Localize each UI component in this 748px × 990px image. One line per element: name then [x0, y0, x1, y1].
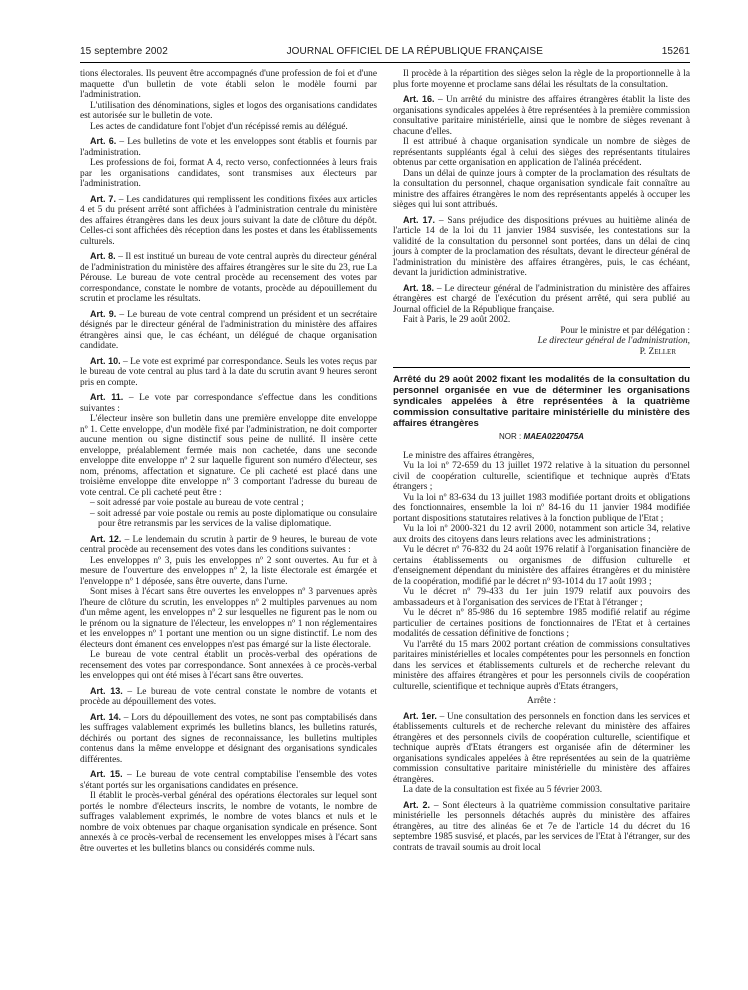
paragraph: Les actes de candidature font l'objet d'un récépissé remis au délégué. [90, 121, 348, 132]
article-paragraph [393, 94, 690, 137]
list-item: – soit adressé par voie postale au bureau de vote central ; [90, 498, 304, 508]
nor-label: NOR : [499, 432, 524, 441]
article-text: – Le vote est exprimé par correspondance. Seuls les votes reçus par le bureau de vote central au plus tard à la date du scrutin avant 9 heures seront pris en compte. [80, 356, 377, 388]
article-label: Art. 2. [403, 799, 430, 810]
paragraph: Fait à Paris, le 29 août 2002. [403, 315, 511, 325]
article-paragraph [393, 800, 690, 854]
article-text: – Les bulletins de vote et les enveloppes sont établis et fournis par l'administration. [80, 137, 377, 158]
paragraph: L'électeur insère son bulletin dans une première enveloppe dite enveloppe nº 1. Cette enveloppe, d'un modèle fixé par l'administration, ne doit comporter aucune mention ou signe distinctif sous peine de nullité. Il insère cette enveloppe, préalablement fermée mais non cachetée, dans une seconde enveloppe dite enveloppe nº 2 sur laquelle figurent son numéro d'électeur, ses nom, prénoms, affectation et signature. Ce pli cacheté est placé dans une troisième enveloppe dite enveloppe nº 3 comportant l'adresse du bureau de vote central. Ce pli cacheté peut être : [80, 414, 377, 498]
nor-reference [393, 432, 690, 443]
header-page-number: 15261 [661, 46, 690, 57]
article-text: – Un arrêté du ministre des affaires étrangères établit la liste des organisations syndicales appelées à être représentées à la première commission consultative paritaire ministérielle, ainsi que le nombre de sièges revenant à chacune d'elles. [393, 95, 691, 137]
article-paragraph [80, 136, 377, 158]
article-text: – Le directeur général de l'administration du ministère des affaires étrangères est chargé de l'exécution du présent arrêté, qui sera publié au Journal officiel de la République française. [393, 283, 691, 315]
header-rule [80, 62, 690, 63]
left-column [80, 69, 377, 854]
paragraph: Il est attribué à chaque organisation syndicale un nombre de sièges de représentants suppléants égal à celui des sièges des représentants titulaires obtenus par cette organisation en application de l'alinéa précédent. [393, 137, 690, 168]
article-text: – Le bureau de vote central comprend un président et un secrétaire désignés par le directeur général de l'administration du ministère des affaires étrangères ainsi que, le cas échéant, un délégué de chaque organisation candidate. [80, 309, 377, 351]
header-title: JOURNAL OFFICIEL DE LA RÉPUBLIQUE FRANÇAISE [286, 46, 543, 57]
paragraph: Le ministre des affaires étrangères, [403, 450, 535, 461]
article-label: Art. 13. [90, 685, 123, 696]
paragraph: Les enveloppes nº 3, puis les enveloppes nº 2 sont ouvertes. Au fur et à mesure de l'ouverture des enveloppes nº 2, la liste électorale est émargée et l'enveloppe nº 1 déposée, sans être ouverte, dans l'urne. [80, 555, 377, 587]
paragraph: Sont mises à l'écart sans être ouvertes les enveloppes nº 3 parvenues après l'heure de clôture du scrutin, les enveloppes nº 2 multiples parvenues au nom d'un même agent, les enveloppes nº 2 sur lesquelles ne figurent pas le nom ou le prénom ou la signature de l'électeur, les enveloppes nº 1 non réglementaires et les enveloppes nº 1 portant une mention ou un signe distinctif. Le nom des électeurs dont émanent ces enveloppes n'est pas émargé sur la liste électorale. [80, 587, 377, 650]
article-label: Art. 11. [90, 392, 124, 402]
article-paragraph [80, 534, 377, 556]
paragraph: Vu le décret nº 79-433 du 1er juin 1979 relatif aux pouvoirs des ambassadeurs et à l'organisation des services de l'Etat à l'étranger ; [393, 587, 690, 608]
article-label: Art. 9. [90, 308, 117, 319]
paragraph: Il établit le procès-verbal général des opérations électorales sur lequel sont portés le nombre d'électeurs inscrits, le nombre de votants, le nombre de suffrages valablement exprimés, le nombre de votes blancs et nuls et le nombre de voix obtenues par chaque organisation syndicale en présence. Sont annexés à ce procès-verbal de recensement les enveloppes mises à l'écart sans être ouvertes et les bulletins blancs ou considérés comme nuls. [80, 791, 377, 854]
article-text: – Le bureau de vote central constate le nombre de votants et procède au dépouillement des votes. [80, 686, 378, 707]
article-label: Art. 8. [90, 251, 116, 261]
article-label: Art. 1er. [403, 710, 437, 721]
article-paragraph [80, 686, 377, 708]
article-label: Art. 14. [90, 711, 121, 722]
article-label: Art. 6. [90, 136, 117, 146]
article-text: – Le vote par correspondance s'effectue dans les conditions suivantes : [80, 393, 377, 414]
section-separator [393, 367, 690, 368]
signature-title: Le directeur général de l'administration, [537, 336, 690, 346]
article-label: Art. 10. [90, 355, 121, 366]
page-header [80, 46, 690, 57]
nor-code: MAEA0220475A [523, 432, 584, 441]
paragraph: Le bureau de vote central établit un procès-verbal des opérations de recensement des votes par correspondance. Sont annexées à ce procès-verbal les enveloppes qui ont été mises à l'écart sans être ouvertes. [80, 650, 377, 681]
delegation-line: Pour le ministre et par délégation : [560, 325, 690, 336]
article-text: – Une consultation des personnels en fonction dans les services et établissements culturels et de recherche relevant du ministère des affaires étrangères et des personnels civils de coopération culturelle, scientifique et technique auprès d'Etats étrangers est organisée afin de déterminer les organisations syndicales appelées à être représentées au sein de la quatrième commission consultative paritaire ministérielle du ministère des affaires étrangères. [393, 711, 690, 785]
paragraph: Vu le décret nº 76-832 du 24 août 1976 relatif à l'organisation financière de certains établissements ou organismes de diffusion culturelle et d'enseignement dépendant du ministère des affaires étrangères et du ministère de la coopération, modifié par le décret nº 93-1014 du 17 août 1993 ; [393, 545, 690, 587]
paragraph: La date de la consultation est fixée au 5 février 2003. [403, 785, 603, 795]
article-paragraph [80, 712, 377, 766]
list-item: – soit adressé par voie postale ou remis au poste diplomatique ou consulaire pour être retransmis par les services de la valise diplomatique. [90, 508, 377, 529]
article-paragraph [393, 711, 690, 786]
article-paragraph [80, 392, 377, 414]
decision-heading: Arrête : [527, 696, 556, 706]
article-paragraph [80, 356, 377, 389]
paragraph: Vu la loi nº 83-634 du 13 juillet 1983 modifiée portant droits et obligations des fonctionnaires, ensemble la loi nº 84-16 du 11 janvier 1984 modifiée portant dispositions statutaires relatives à la fonction publique de l'Etat ; [393, 492, 690, 524]
paragraph: tions électorales. Ils peuvent être accompagnés d'une profession de foi et d'une maquette d'un bulletin de vote établi selon le modèle fourni par l'administration. [80, 69, 377, 100]
paragraph: L'utilisation des dénominations, sigles et logos des organisations candidates est autorisée sur le bulletin de vote. [80, 100, 377, 121]
article-text: – Lors du dépouillement des votes, ne sont pas comptabilisés dans les suffrages valablement exprimés les bulletins blancs, les bulletins raturés, déchirés ou portant des signes de reconnaissance, les bulletins multiples contenus dans la même enveloppe et désignant des organisations syndicales différentes. [80, 712, 377, 765]
article-label: Art. 7. [90, 193, 116, 204]
article-paragraph [80, 251, 377, 305]
article-paragraph [393, 283, 690, 316]
article-paragraph [80, 769, 377, 791]
signature-name: P. Zeller [639, 346, 676, 357]
article-text: – Le bureau de vote central comptabilise l'ensemble des votes s'étant portés sur les organisations candidates en présence. [80, 770, 378, 791]
article-label: Art. 16. [403, 94, 435, 104]
article-label: Art. 17. [403, 214, 436, 225]
article-paragraph [80, 194, 377, 248]
paragraph: Vu le décret nº 85-986 du 16 septembre 1985 modifié relatif au régime particulier de certaines positions de fonctionnaires de l'Etat et à certaines modalités de cessation définitive de fonctions ; [393, 608, 690, 639]
paragraph: Vu la loi nº 72-659 du 13 juillet 1972 relative à la situation du personnel civil de coopération culturelle, scientifique et technique auprès d'Etats étrangers ; [393, 461, 690, 492]
article-label: Art. 12. [90, 533, 122, 544]
paragraph: Vu la loi nº 2000-321 du 12 avril 2000, notamment son article 34, relative aux droits des citoyens dans leurs relations avec les administrations ; [393, 524, 690, 545]
article-label: Art. 15. [90, 769, 123, 779]
article-text: – Le lendemain du scrutin à partir de 9 heures, le bureau de vote central procède au recensement des votes dans les conditions suivantes : [80, 534, 377, 555]
paragraph: Les professions de foi, format A 4, recto verso, confectionnées à leurs frais par les organisations candidates, sont transmises aux électeurs par l'administration. [80, 158, 377, 189]
paragraph: Il procède à la répartition des sièges selon la règle de la proportionnelle à la plus forte moyenne et proclame sans délai les résultats de la consultation. [393, 69, 690, 90]
article-text: – Les candidatures qui remplissent les conditions fixées aux articles 4 et 5 du présent arrêté sont affichées à l'administration centrale du ministère des affaires étrangères dans les deux jours suivant la date de clôture du dépôt. Celles-ci sont affichées dès réception dans les postes et dans les établissements culturels. [80, 194, 377, 247]
right-column [393, 69, 690, 854]
paragraph: Vu l'arrêté du 15 mars 2002 portant création de commissions consultatives paritaires ministérielles et locales compétentes pour les personnels en fonction dans les services et établissements culturels et de recherche relevant du ministère des affaires étrangères et pour les personnels civils de coopération culturelle, scientifique et technique auprès d'Etats étrangers, [393, 639, 690, 692]
columns [80, 69, 690, 854]
article-label: Art. 18. [403, 282, 435, 293]
article-text: – Sont électeurs à la quatrième commission consultative paritaire ministérielle les personnels détachés auprès du ministère des affaires étrangères, au titre des alinéas 6e et 7e de l'article 14 du décret du 16 septembre 1985 susvisé, et placés, par les services de l'Etat à l'étranger, sur des contrats de travail soumis au droit local [393, 800, 690, 853]
article-paragraph [80, 309, 377, 352]
article-text: – Il est institué un bureau de vote central auprès du directeur général de l'administration du ministère des affaires étrangères sur le site du 23, rue La Pérouse. Le bureau de vote central procède au recensement des votes par correspondance, constate le nombre de votants, procède au dépouillement du scrutin et proclame les résultats. [80, 252, 377, 304]
article-paragraph [393, 215, 690, 279]
article-text: – Sans préjudice des dispositions prévues au huitième alinéa de l'article 14 de la loi du 11 janvier 1984 susvisée, les contestations sur la validité de la consultation du personnel sont portées, dans un délai de cinq jours à compter de la proclamation des résultats, devant le directeur général de l'administration du ministère des affaires étrangères, puis, le cas échéant, devant la juridiction administrative. [393, 215, 691, 278]
header-date: 15 septembre 2002 [80, 46, 168, 57]
paragraph: Dans un délai de quinze jours à compter de la proclamation des résultats de la consultation du personnel, chaque organisation syndicale fait connaître au ministre des affaires étrangères le nom des représentants appelés à occuper les sièges qui lui sont attribués. [393, 168, 690, 210]
decree-title: Arrêté du 29 août 2002 fixant les modalités de la consultation du personnel organisée en vue de déterminer les organisations syndicales appelées à être représentées à la quatrième commission consultative paritaire ministérielle du ministère des affaires étrangères [393, 374, 690, 429]
